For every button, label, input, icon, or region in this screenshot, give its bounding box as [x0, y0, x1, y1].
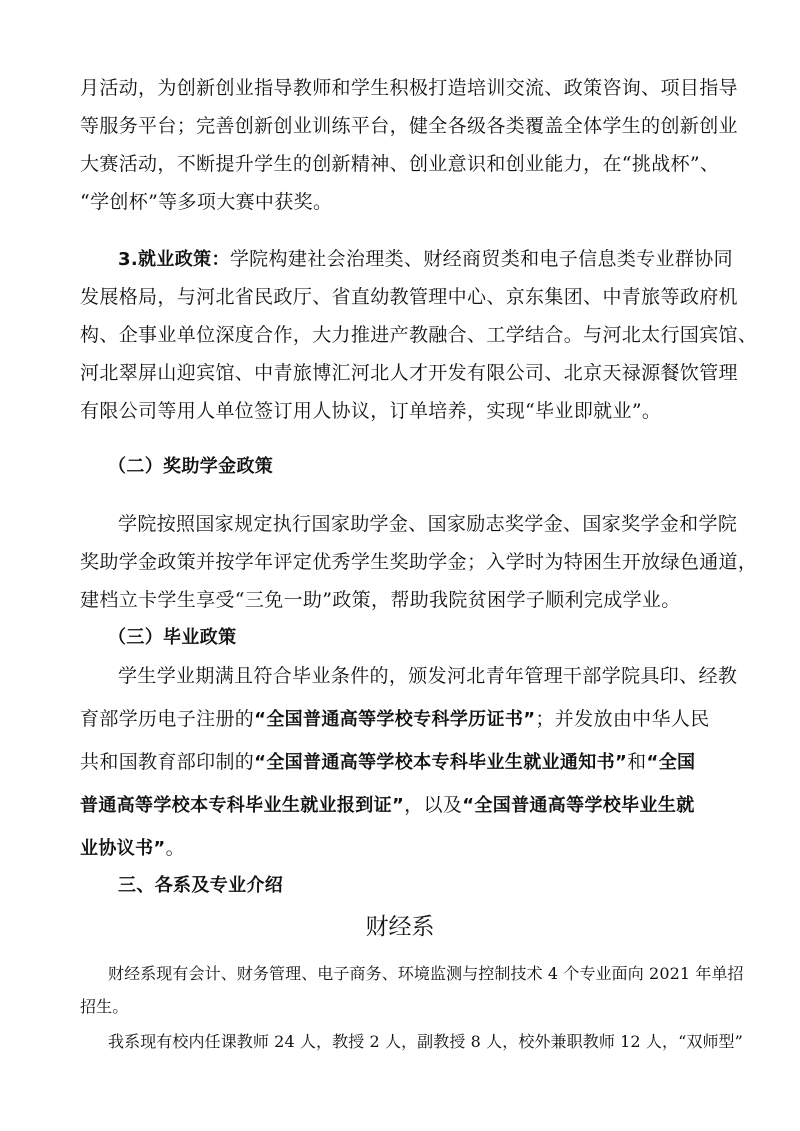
- paragraph-line: 河北翠屏山迎宾馆、中青旅博汇河北人才开发有限公司、北京天禄源餐饮管理: [80, 362, 738, 384]
- paragraph-line: 奖助学金政策并按学年评定优秀学生奖助学金；入学时为特困生开放绿色通道，: [80, 551, 758, 573]
- paragraph-line: [80, 750, 800, 775]
- paragraph-line: “学创杯”等多项大赛中获奖。: [80, 191, 333, 213]
- report-name: “全国: [646, 752, 696, 773]
- scholarship-heading: （二）奖助学金政策: [108, 456, 274, 477]
- text-run: 。: [165, 837, 185, 859]
- text-run: ；并发放由中华人民: [535, 708, 710, 730]
- text-run: 和: [627, 751, 647, 773]
- paragraph-line: 学院按照国家规定执行国家助学金、国家励志奖学金、国家奖学金和学院: [118, 513, 738, 535]
- paragraph-line: 月活动，为创新创业指导教师和学生积极打造培训交流、政策咨询、项目指导: [80, 77, 738, 99]
- paragraph-line: [80, 793, 800, 818]
- text-run: 共和国教育部印制的: [80, 751, 255, 773]
- paragraph-line: 建档立卡学生享受“三免一助”政策，帮助我院贫困学子顺利完成学业。: [80, 589, 681, 611]
- certificate-name: “全国普通高等学校专科学历证书”: [254, 709, 536, 730]
- paragraph-line: 构、企事业单位深度合作，大力推进产教融合、工学结合。与河北太行国宾馆、: [80, 324, 758, 346]
- agreement-name: “全国普通高等学校毕业生就: [462, 795, 695, 816]
- paragraph-line: 有限公司等用人单位签订用人协议，订单培养，实现“毕业即就业”。: [80, 400, 662, 422]
- paragraph-line: 等服务平台；完善创新创业训练平台，健全各级各类覆盖全体学生的创新创业: [80, 115, 738, 137]
- text-run: ，以及: [404, 794, 463, 816]
- section-heading: 三、各系及专业介绍: [118, 875, 284, 896]
- text-run: 育部学历电子注册的: [80, 708, 255, 730]
- department-title: 财经系: [365, 914, 435, 940]
- report-name: 普通高等学校本专科毕业生就业报到证”: [80, 795, 405, 816]
- paragraph-line: 大赛活动，不断提升学生的创新精神、创业意识和创业能力，在“挑战杯”、: [80, 153, 720, 175]
- paragraph-line: 财经系现有会计、财务管理、电子商务、环境监测与控制技术 4 个专业面向 2021 年单招: [108, 964, 744, 983]
- graduation-heading: （三）毕业政策: [108, 627, 237, 648]
- paragraph-line: 学生学业期满且符合毕业条件的，颁发河北青年管理干部学院具印、经教: [118, 665, 738, 687]
- employment-policy-label: 3.就业政策：: [118, 249, 230, 270]
- notice-name: “全国普通高等学校本专科毕业生就业通知书”: [254, 752, 628, 773]
- employment-policy-line: [118, 247, 800, 272]
- paragraph-line: 发展格局，与河北省民政厅、省直幼教管理中心、京东集团、中青旅等政府机: [80, 286, 738, 308]
- agreement-name: 业协议书”: [80, 838, 166, 859]
- paragraph-line: [80, 707, 800, 732]
- employment-policy-text: 学院构建社会治理类、财经商贸类和电子信息类专业群协同: [229, 248, 733, 270]
- paragraph-line: 招生。: [80, 997, 129, 1016]
- paragraph-line: [80, 836, 800, 861]
- paragraph-line: 我系现有校内任课教师 24 人，教授 2 人，副教授 8 人，校外兼职教师 12 人，“双师型”: [108, 1032, 743, 1051]
